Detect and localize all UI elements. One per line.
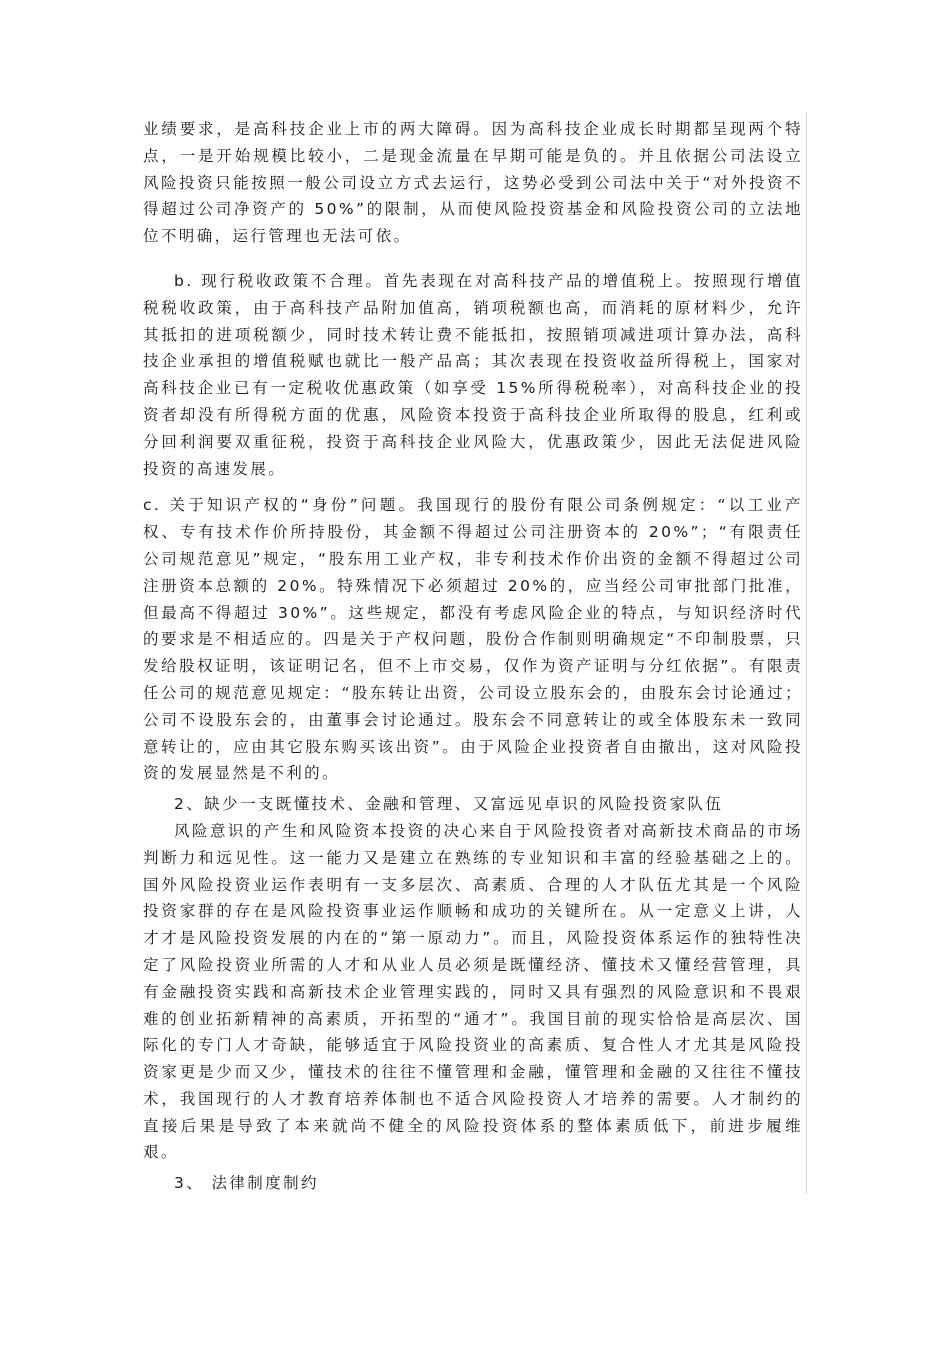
section-heading-talent: 2、缺少一支既懂技术、金融和管理、又富远见卓识的风险投资家队伍	[174, 795, 724, 814]
paragraph-company-law-limits: 业绩要求，是高科技企业上市的两大障碍。因为高科技企业成长时期都呈现两个特点，一是开始规模比较小，二是现金流量在早期可能是负的。并且依据公司法设立风险投资只能按照一般公司设立方式去运行，这势必受到公司法中关于“对外投资不得超过公司净资产的 50%”的限制，从而使风险投资基金和风险投资公司的立法地位不明确，运行管理也无法可依。	[143, 120, 803, 246]
document-body	[143, 116, 803, 1197]
paragraph-tax-policy: b. 现行税收政策不合理。首先表现在对高科技产品的增值税上。按照现行增值税税收政策，由于高科技产品附加值高，销项税额也高，而消耗的原材料少，允许其抵扣的进项税额少，同时技术转让费不能抵扣，按照销项减进项计算办法，高科技企业承担的增值税赋也就比一般产品高；其次表现在投资收益所得税上，国家对高科技企业已有一定税收优惠政策（如享受 15%所得税税率），对高科技企业的投资者却没有所得税方面的优惠，风险资本投资于高科技企业所取得的股息，红利或分回利润要双重征税，投资于高科技企业风险大，优惠政策少，因此无法促进风险投资的高速发展。	[143, 271, 803, 478]
section-heading-legal: 3、 法律制度制约	[174, 1174, 319, 1193]
paragraph-talent-shortage: 风险意识的产生和风险资本投资的决心来自于风险投资者对高新技术商品的市场判断力和远见性。这一能力又是建立在熟练的专业知识和丰富的经验基础之上的。国外风险投资业运作表明有一支多层次、高素质、合理的人才队伍尤其是一个风险投资家群的存在是风险投资事业运作顺畅和成功的关键所在。从一定意义上讲，人才才是风险投资发展的内在的“第一原动力”。而且，风险投资体系运作的独特性决定了风险投资业所需的人才和从业人员必须是既懂经济、懂技术又懂经营管理，具有金融投资实践和高新技术企业管理实践的，同时又具有强烈的风险意识和不畏艰难的创业拓新精神的高素质，开拓型的“通才”。我国目前的现实恰恰是高层次、国际化的专门人才奇缺，能够适宜于风险投资业的高素质、复合性人才尤其是风险投资家更是少而又少，懂技术的往往不懂管理和金融，懂管理和金融的又往往不懂技术，我国现行的人才教育培养体制也不适合风险投资人才培养的需要。人才制约的直接后果是导致了本来就尚不健全的风险投资体系的整体素质低下，前进步履维艰。	[143, 821, 803, 1162]
paragraph-intellectual-property: c. 关于知识产权的“身份”问题。我国现行的股份有限公司条例规定：“以工业产权、专有技术作价所持股份，其金额不得超过公司注册资本的 20%”；“有限责任公司规范意见”规定，“股东用工业产权，非专利技术作价出资的金额不得超过公司注册资本总额的 20%。特殊情况下必须超过 20%的，应当经公司审批部门批准，但最高不得超过 30%”。这些规定，都没有考虑风险企业的特点，与知识经济时代的要求是不相适应的。四是关于产权问题，股份合作制则明确规定“不印制股票，只发给股权证明，该证明记名，但不上市交易，仅作为资产证明与分红依据”。有限责任公司的规范意见规定：“股东转让出资，公司设立股东会的，由股东会讨论通过；公司不设股东会的，由董事会讨论通过。股东会不同意转让的或全体股东未一致同意转让的，应由其它股东购买该出资”。由于风险企业投资者自由撤出，这对风险投资的发展显然是不利的。	[143, 496, 803, 783]
